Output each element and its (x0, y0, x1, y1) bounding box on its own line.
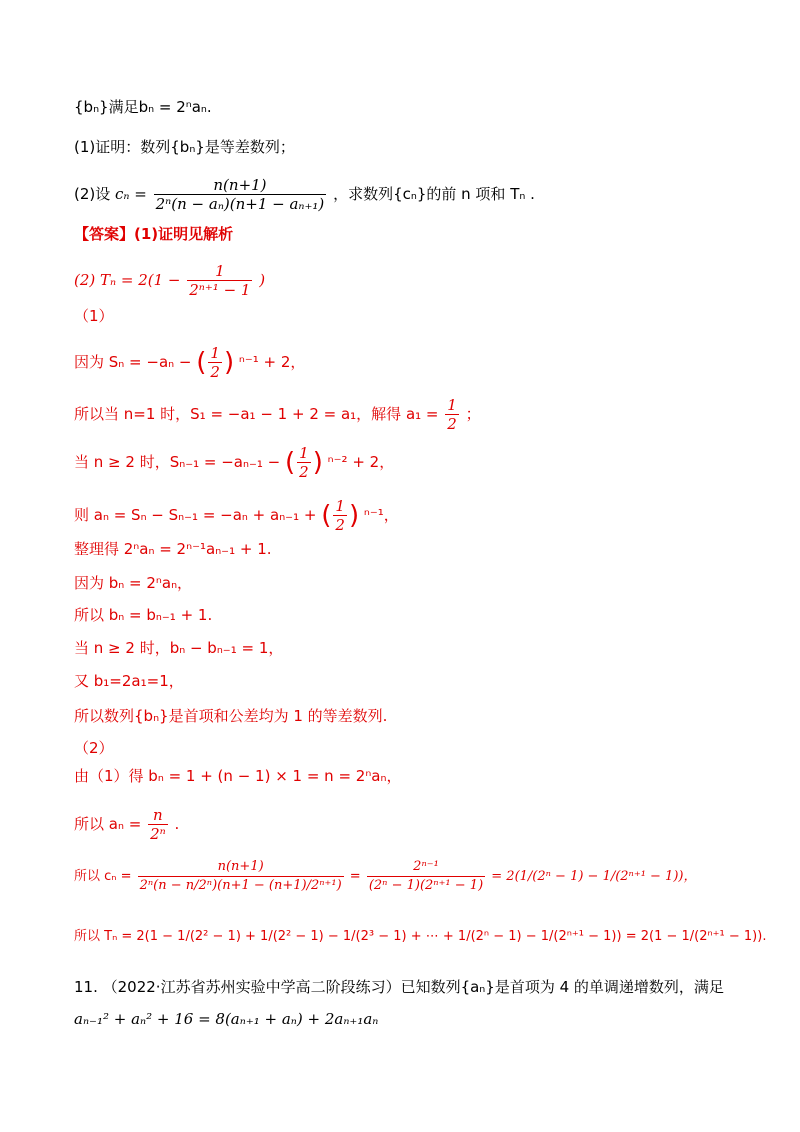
problem-intro: {bₙ}满足bₙ = 2ⁿaₙ. (74, 98, 212, 116)
answer-tag: 【答案】 (74, 225, 135, 243)
solution-step-9: 又 b₁=2a₁=1， (74, 672, 184, 690)
answer-line: 【答案】(1)证明见解析 (74, 225, 234, 243)
solution-step-1: 因为 Sₙ = −aₙ − ( $\frac{1}{2}$ ) ⁿ⁻¹ + 2， (74, 344, 306, 381)
problem-part1: (1)证明：数列{bₙ}是等差数列； (74, 138, 295, 156)
answer-part2: (2) Tₙ = 2(1 − $\frac{1}{\text{2ⁿ⁺¹ − 1}}$ ) (74, 262, 266, 299)
solution-step-4: 则 aₙ = Sₙ − Sₙ₋₁ = −aₙ + aₙ₋₁ + ( $\frac{1}{2}$ ) ⁿ⁻¹， (74, 497, 399, 534)
solution-step-7: 所以 bₙ = bₙ₋₁ + 1. (74, 606, 213, 624)
solution-part2-label: （2） (74, 739, 114, 757)
solution-step-5: 整理得 2ⁿaₙ = 2ⁿ⁻¹aₙ₋₁ + 1. (74, 540, 272, 558)
solution-step-11: 由（1）得 bₙ = 1 + (n − 1) × 1 = n = 2ⁿaₙ， (74, 767, 402, 785)
solution-part1-label: （1） (74, 307, 114, 325)
cn-fraction: $\frac{n(n+1)}{\text{2ⁿ(n − aₙ)(n+1 − aₙ₊₁)}}$ (155, 176, 325, 213)
problem-part2: (2)设 cₙ = $\frac{n(n+1)}{\text{2ⁿ(n − aₙ)(n+1 − aₙ₊₁)}}$ ，求数列{cₙ}的前 n 项和 Tₙ . (74, 176, 535, 213)
solution-step-12: 所以 aₙ = $\frac{n}{\text{2ⁿ}}$ . (74, 806, 180, 843)
problem11-statement: 11. （2022·江苏省苏州实验中学高二阶段练习）已知数列{aₙ}是首项为 4 的单调递增数列，满足 (74, 978, 724, 996)
solution-step-2: 所以当 n=1 时，S₁ = −a₁ − 1 + 2 = a₁，解得 a₁ = $\frac{1}{2}$ ； (74, 396, 481, 433)
solution-step-6: 因为 bₙ = 2ⁿaₙ， (74, 574, 193, 592)
solution-step-14: 所以 Tₙ = 2(1 − 1/(2² − 1) + 1/(2² − 1) − 1/(2³ − 1) + ⋯ + 1/(2ⁿ − 1) − 1/(2ⁿ⁺¹ − 1)) = 2(1 − 1/(2ⁿ⁺¹ − 1)). (74, 929, 767, 944)
solution-step-8: 当 n ≥ 2 时，bₙ − bₙ₋₁ = 1， (74, 639, 284, 657)
solution-step-13: 所以 cₙ = $\frac{n(n+1)}{\text{2ⁿ(n − n/2ⁿ)(n+1 − (n+1)/2ⁿ⁺¹)}}$ = $\frac{\text{2ⁿ⁻¹}}{\text{(2ⁿ − 1)(2ⁿ⁺¹ − 1)}}$ = 2(1/(2ⁿ − 1) − 1/(2ⁿ⁺¹ − 1))， (74, 859, 697, 893)
problem11-equation: aₙ₋₁² + aₙ² + 16 = 8(aₙ₊₁ + aₙ) + 2aₙ₊₁aₙ (74, 1010, 379, 1028)
solution-step-10: 所以数列{bₙ}是首项和公差均为 1 的等差数列. (74, 707, 388, 725)
solution-step-3: 当 n ≥ 2 时，Sₙ₋₁ = −aₙ₋₁ − ( $\frac{1}{2}$ ) ⁿ⁻² + 2， (74, 444, 395, 481)
